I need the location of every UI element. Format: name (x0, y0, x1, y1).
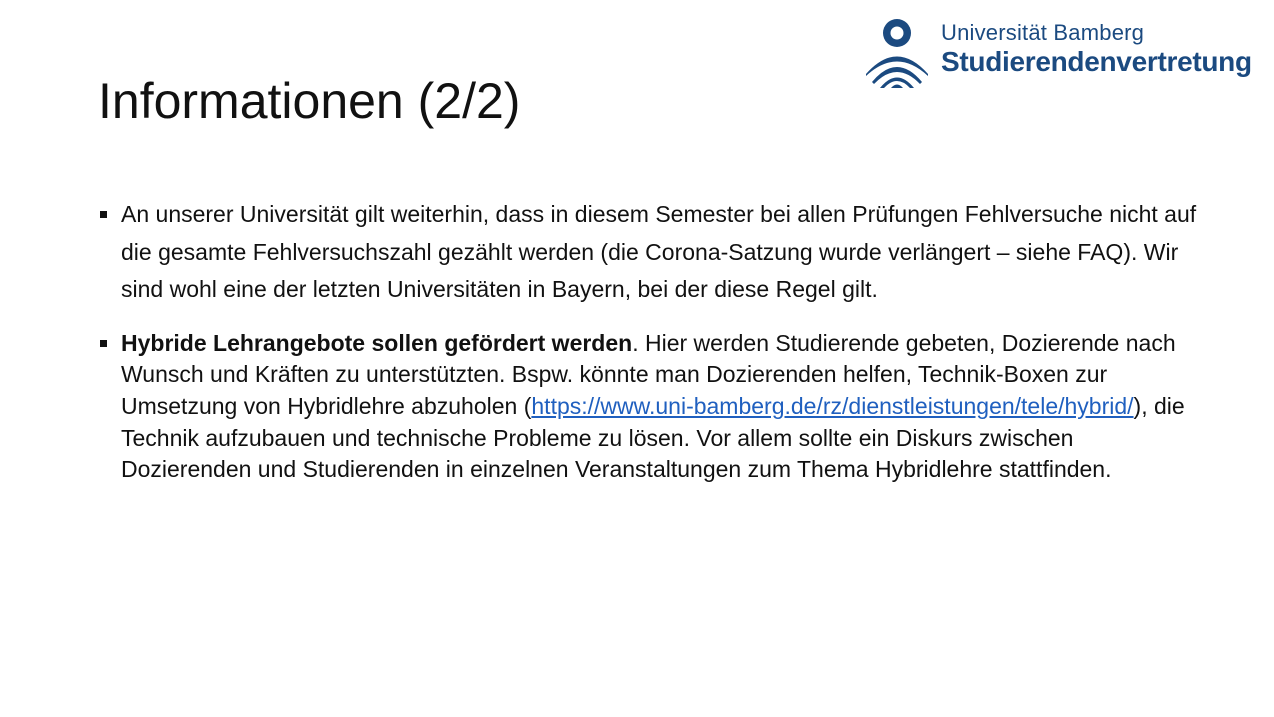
bullet-list (98, 196, 1198, 486)
bullet-marker-icon (100, 340, 107, 347)
logo-organization-name: Studierendenvertretung (941, 46, 1252, 77)
bullet-text: . Hier werden Studierende gebeten, Dozierende nach Wunsch und Kräften zu unterstützten. Bspw. könnte man Dozierenden helfen, Technik-Boxen zur Umsetzung von Hybridlehre abzuholen ( (121, 329, 1176, 419)
university-logo (864, 14, 1264, 88)
bullet-text: ), die Technik aufzubauen und technische Probleme zu lösen. Vor allem sollte ein Diskurs zwischen Dozierenden und Studierenden in einzelnen Veranstaltungen zum Thema Hybridlehre stattfinden. (121, 392, 1185, 483)
person-wave-icon (864, 14, 930, 88)
bullet-item-hybrid-teaching (98, 328, 1198, 487)
bullet-marker-icon (100, 211, 107, 218)
bullet-item-corona-rule (98, 196, 1198, 309)
bullet-bold-heading: Hybride Lehrangebote sollen gefördert werden (121, 329, 633, 356)
slide-title: Informationen (2/2) (98, 73, 521, 129)
logo-university-name: Universität Bamberg (941, 20, 1145, 45)
hybrid-link[interactable]: https://www.uni-bamberg.de/rz/dienstleistungen/tele/hybrid/ (531, 392, 1134, 419)
bullet-text: An unserer Universität gilt weiterhin, dass in diesem Semester bei allen Prüfungen Fehlversuche nicht auf die gesamte Fehlversuchszahl gezählt werden (die Corona-Satzung wurde verlängert – siehe FAQ). Wir sind wohl eine der letzten Universitäten in Bayern, bei der diese Regel gilt. (121, 201, 1197, 302)
